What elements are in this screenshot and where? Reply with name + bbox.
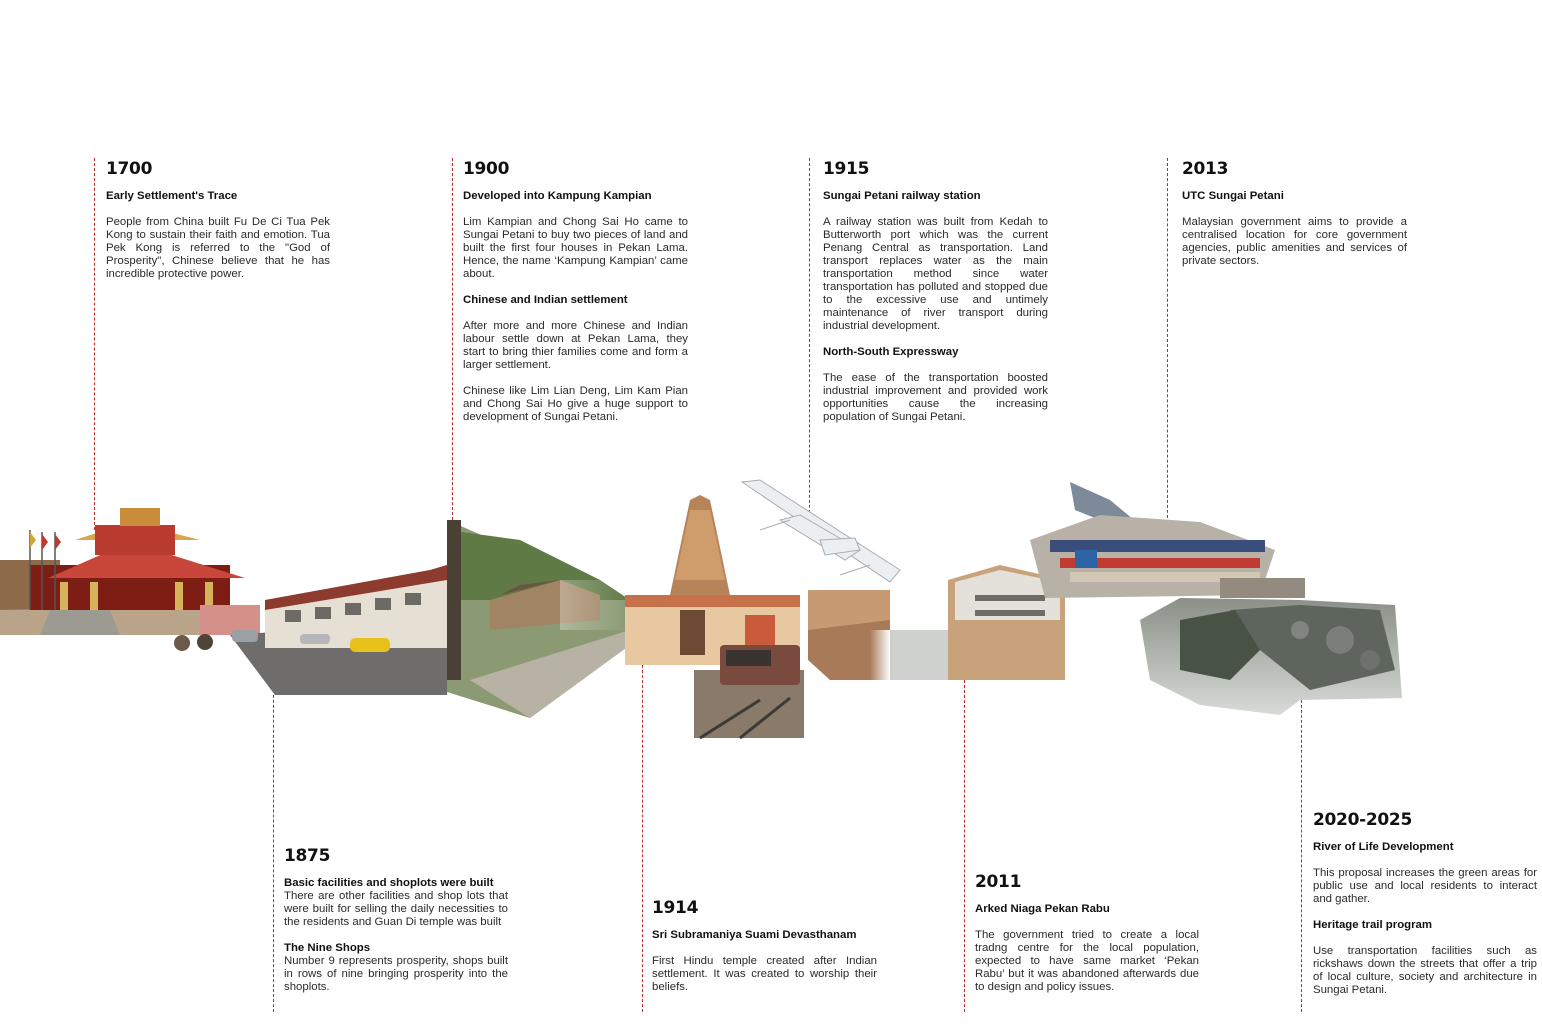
entry-text: Lim Kampian and Chong Sai Ho came to Sungai Petani to buy two pieces of land and built the first four houses in Pekan Lama. Hence, the name ‘Kampung Kampian’ came about. [463,216,688,280]
entry-year: 1875 [284,846,331,866]
timeline-entry-1875 [284,846,508,994]
station-photo [808,590,890,680]
entry-text: This proposal increases the green areas for public use and local residents to interact and gather. [1313,867,1537,905]
expressway-drawing [742,480,900,582]
entry-title: Sri Subramaniya Suami Devasthanam [652,929,857,941]
entry-text-2: Number 9 represents prosperity, shops built in rows of nine bringing prosperity into the shoplots. [284,955,508,993]
entry-title: Sungai Petani railway station [823,190,981,202]
timeline-entry-1900 [463,159,688,424]
entry-subtitle: Chinese and Indian settlement [463,294,628,306]
entry-year: 1914 [652,898,699,918]
entry-subtitle: Heritage trail program [1313,919,1433,931]
entry-text-3: Chinese like Lim Lian Deng, Lim Kam Pian and Chong Sai Ho give a huge support to development of Sungai Petani. [463,385,688,423]
entry-title: Developed into Kampung Kampian [463,190,652,202]
entry-title: Basic facilities and shoplots were built [284,877,494,889]
temple-photo [0,508,260,651]
timeline-entry-1914 [652,898,877,994]
entry-text: A railway station was built from Kedah to Butterworth port which was the current Penang Central as transportation. Land transport replaces water as the main transportation method since water transportation has polluted and stopped due to the excessive use and untimely maintenance of river transport during industrial development. [823,216,1048,332]
entry-text: People from China built Fu De Ci Tua Pek Kong to sustain their faith and emotion. Tua Pek Kong is referred to the "God of Prosperity", Chinese believe that he has incredible protective power. [106,216,330,280]
entry-text: First Hindu temple created after Indian settlement. It was created to worship their beliefs. [652,955,877,993]
arked-niaga-photo [890,565,1065,680]
entry-text-2: Use transportation facilities such as rickshaws down the streets that offer a trip of local culture, society and architecture in Sungai Petani. [1313,945,1537,996]
river-aerial-photo [1140,598,1402,715]
timeline-entry-2020-2025 [1313,810,1537,997]
kampung-photo [447,520,630,718]
entry-text-2: The ease of the transportation boosted industrial improvement and provided work opportunities cause the increasing population of Sungai Petani. [823,372,1048,423]
entry-year: 2013 [1182,159,1229,179]
entry-text: The government tried to create a local tradng centre for the local population, expected to have same market ‘Pekan Rabu’ but it was abandoned afterwards due to design and policy issues. [975,929,1199,993]
entry-subtitle: North-South Expressway [823,346,959,358]
entry-year: 2011 [975,872,1022,892]
shophouses-photo [230,565,447,695]
entry-year: 1700 [106,159,153,179]
timeline-entry-1700 [106,159,330,281]
entry-title: River of Life Development [1313,841,1454,853]
timeline-entry-2011 [975,872,1199,994]
entry-title: Early Settlement's Trace [106,190,238,202]
entry-text: Malaysian government aims to provide a centralised location for core government agencies, public amenities and services of private sectors. [1182,216,1407,267]
entry-title: Arked Niaga Pekan Rabu [975,903,1110,915]
entry-year: 2020-2025 [1313,810,1412,830]
entry-year: 1900 [463,159,510,179]
timeline-entry-1915 [823,159,1048,424]
timeline-entry-2013 [1182,159,1407,268]
entry-title: UTC Sungai Petani [1182,190,1284,202]
utc-building-photo [1030,482,1305,598]
entry-text-2: After more and more Chinese and Indian labour settle down at Pekan Lama, they start to bring thier families come and form a larger settlement. [463,320,688,371]
entry-subtitle: The Nine Shops [284,942,371,954]
entry-text: There are other facilities and shop lots that were built for selling the daily necessities to the residents and Guan Di temple was built [284,890,508,928]
hindu-temple-photo [625,495,800,665]
photo-strip [0,470,1542,750]
entry-year: 1915 [823,159,870,179]
